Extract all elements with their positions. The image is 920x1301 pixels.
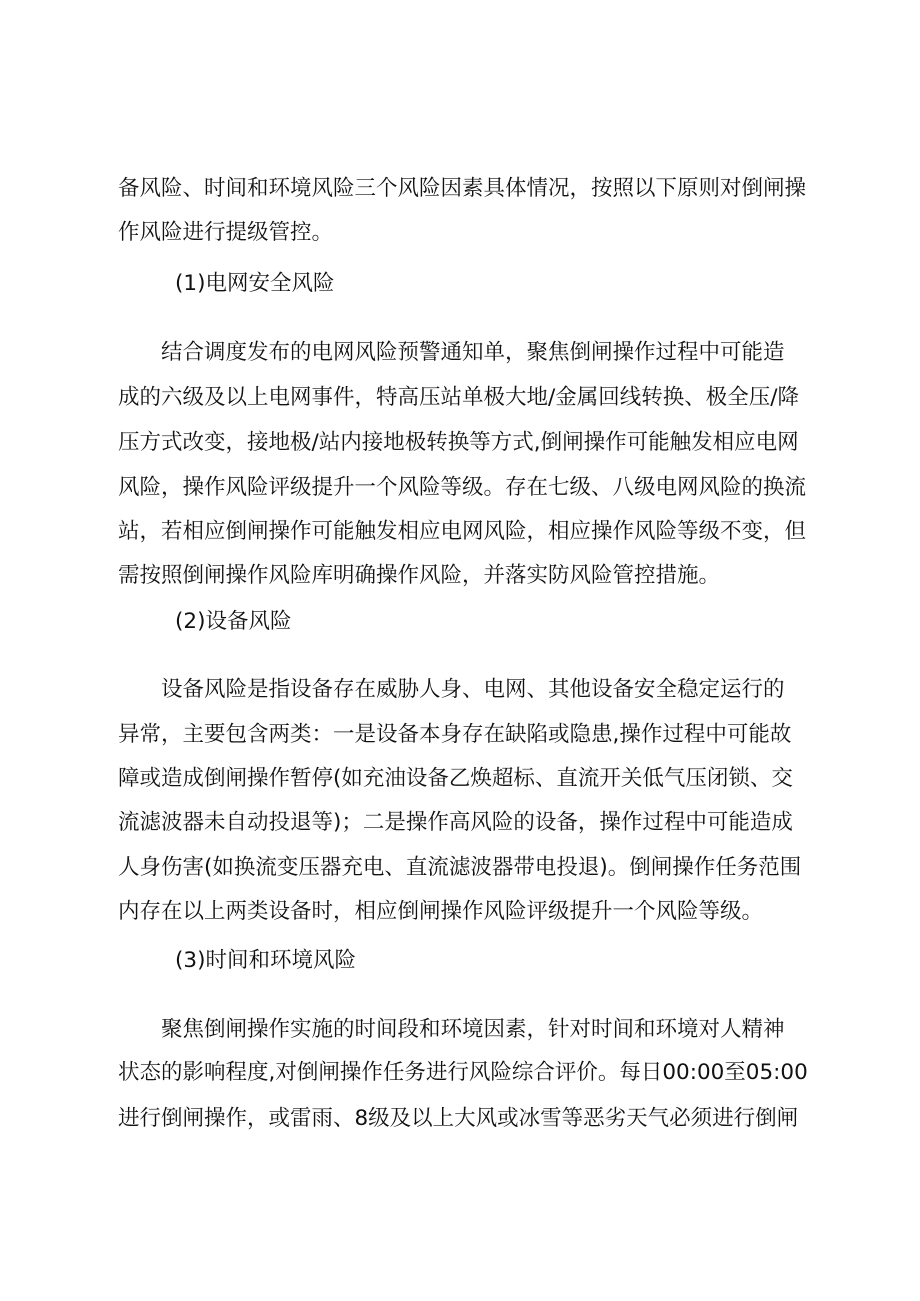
section-1-line-1: 结合调度发布的电网风险预警通知单，聚焦倒闸操作过程中可能造 xyxy=(118,340,785,365)
section-2-line-6: 内存在以上两类设备时，相应倒闸操作风险评级提升一个风险等级。 xyxy=(118,899,764,924)
section-1-line-3: 压方式改变，接地极/站内接地极转换等方式,倒闸操作可能触发相应电网 xyxy=(118,430,799,455)
section-2-line-1: 设备风险是指设备存在威胁人身、电网、其他设备安全稳定运行的 xyxy=(118,677,785,702)
section-3-line-1: 聚焦倒闸操作实施的时间段和环境因素，针对时间和环境对人精神 xyxy=(118,1017,785,1042)
section-3-line-3: 进行倒闸操作，或雷雨、8级及以上大风或冰雪等恶劣天气必须进行倒闸 xyxy=(118,1106,799,1131)
section-2-line-4: 流滤波器未自动投退等)；二是操作高风险的设备，操作过程中可能造成 xyxy=(118,810,793,835)
section-1-line-2: 成的六级及以上电网事件，特高压站单极大地/金属回线转换、极全压/降 xyxy=(118,385,799,410)
section-heading-time-environment-risk: (3)时间和环境风险 xyxy=(175,948,356,973)
section-2-line-5: 人身伤害(如换流变压器充电、直流滤波器带电投退)。倒闸操作任务范围 xyxy=(118,855,802,880)
section-2-line-3: 障或造成倒闸操作暂停(如充油设备乙焕超标、直流开关低气压闭锁、交 xyxy=(118,766,793,791)
section-1-line-6: 需按照倒闸操作风险库明确操作风险，并落实防风险管控措施。 xyxy=(118,563,721,588)
section-1-line-5: 站，若相应倒闸操作可能触发相应电网风险，相应操作风险等级不变，但 xyxy=(118,519,807,544)
section-heading-equipment-risk: (2)设备风险 xyxy=(175,609,292,634)
section-3-line-2: 状态的影响程度,对倒闸操作任务进行风险综合评价。每日00:00至05:00 xyxy=(118,1060,808,1085)
section-1-line-4: 风险，操作风险评级提升一个风险等级。存在七级、八级电网风险的换流 xyxy=(118,475,807,500)
section-heading-grid-risk: (1)电网安全风险 xyxy=(175,271,335,296)
intro-line-2: 作风险进行提级管控。 xyxy=(118,220,334,245)
section-2-line-2: 异常，主要包含两类：一是设备本身存在缺陷或隐患,操作过程中可能故 xyxy=(118,722,792,747)
intro-line-1: 备风险、时间和环境风险三个风险因素具体情况，按照以下原则对倒闸操 xyxy=(118,176,807,201)
